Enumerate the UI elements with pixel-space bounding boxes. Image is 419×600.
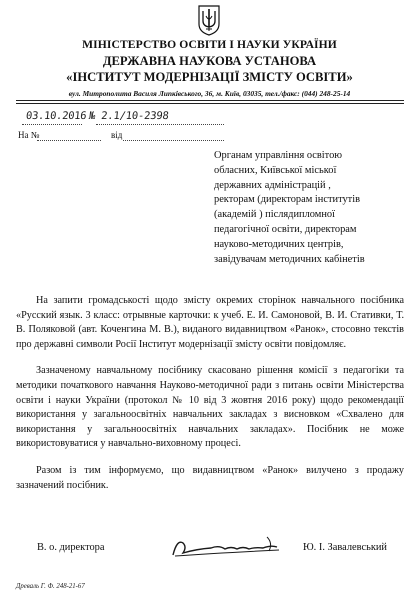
date-underline xyxy=(22,124,82,125)
number-underline xyxy=(96,124,224,125)
printer-contact: Древаль Г. Ф. 248-21-67 xyxy=(16,583,85,590)
reference-number-label: На № xyxy=(18,130,40,140)
reference-date-underline xyxy=(123,140,224,141)
body-paragraph: На запити громадськості щодо змісту окремих сторінок навчального посібника «Русский язык. 3 класс: отрывные карточки: к учеб. Е. И. Самоновой, В. И. Стативки, Т. В. Поляковой (авт. Коченгина М. В.), виданого видавництвом «Ранок», стосовно текстів про державні символи Росії Інститут модернізації змісту освіти повідомляє. xyxy=(16,295,404,350)
body-paragraph: Зазначеному навчальному посібнику скасовано рішення комісії з педагогіки та методики початкового навчання Науково-методичної ради з питань освіти Міністерства освіти і науки України (протокол № 10 від 3 жовтня 2016 року) щодо рекомендації використання у загальноосвітніх навчальних закладах з висновком «Схвалено для використання у загальноосвітніх навчальних закладах». Посібник не може використовуватися у навчально-виховному процесі. xyxy=(16,365,404,450)
reference-date-label: від xyxy=(111,130,123,140)
recipient-line: завідувачам методичних кабінетів xyxy=(214,253,365,265)
body-paragraph: Разом із тим інформуємо, що видавництвом «Ранок» вилучено з продажу зазначений посібник. xyxy=(16,464,404,491)
handwritten-signature-icon xyxy=(167,529,293,561)
recipient-line: науково-методичних центрів, xyxy=(214,238,344,250)
signatory-name: Ю. І. Завалевський xyxy=(303,542,387,553)
header-rule-thin xyxy=(16,103,404,104)
recipient-line: обласних, Київської міської xyxy=(214,164,337,176)
institution-title-line2: «ІНСТИТУТ МОДЕРНІЗАЦІЇ ЗМІСТУ ОСВІТИ» xyxy=(66,70,353,84)
recipient-line: педагогічної освіти, директорам xyxy=(214,223,357,235)
institution-address: вул. Митрополита Василя Липківського, 36, м. Київ, 03035, тел./факс: (044) 248-25-14 xyxy=(68,89,351,98)
ministry-title: МІНІСТЕРСТВО ОСВІТИ І НАУКИ УКРАЇНИ xyxy=(82,38,337,51)
trident-coat-of-arms-icon xyxy=(197,4,221,36)
signatory-role: В. о. директора xyxy=(37,542,105,553)
reference-number-underline xyxy=(37,140,101,141)
outgoing-date: 03.10.2016 xyxy=(25,110,87,122)
recipient-line: державних адміністрацій , xyxy=(214,179,331,191)
header-rule xyxy=(16,100,404,101)
recipient-line: ректорам (директорам інститутів xyxy=(214,194,360,206)
letter-body xyxy=(16,294,404,505)
recipient-block xyxy=(214,149,410,267)
recipient-line: (академій ) післядипломної xyxy=(214,209,335,221)
institution-title-line1: ДЕРЖАВНА НАУКОВА УСТАНОВА xyxy=(102,54,317,68)
recipient-line: Органам управління освітою xyxy=(214,150,343,161)
outgoing-number: № 2.1/10-2398 xyxy=(88,110,170,122)
